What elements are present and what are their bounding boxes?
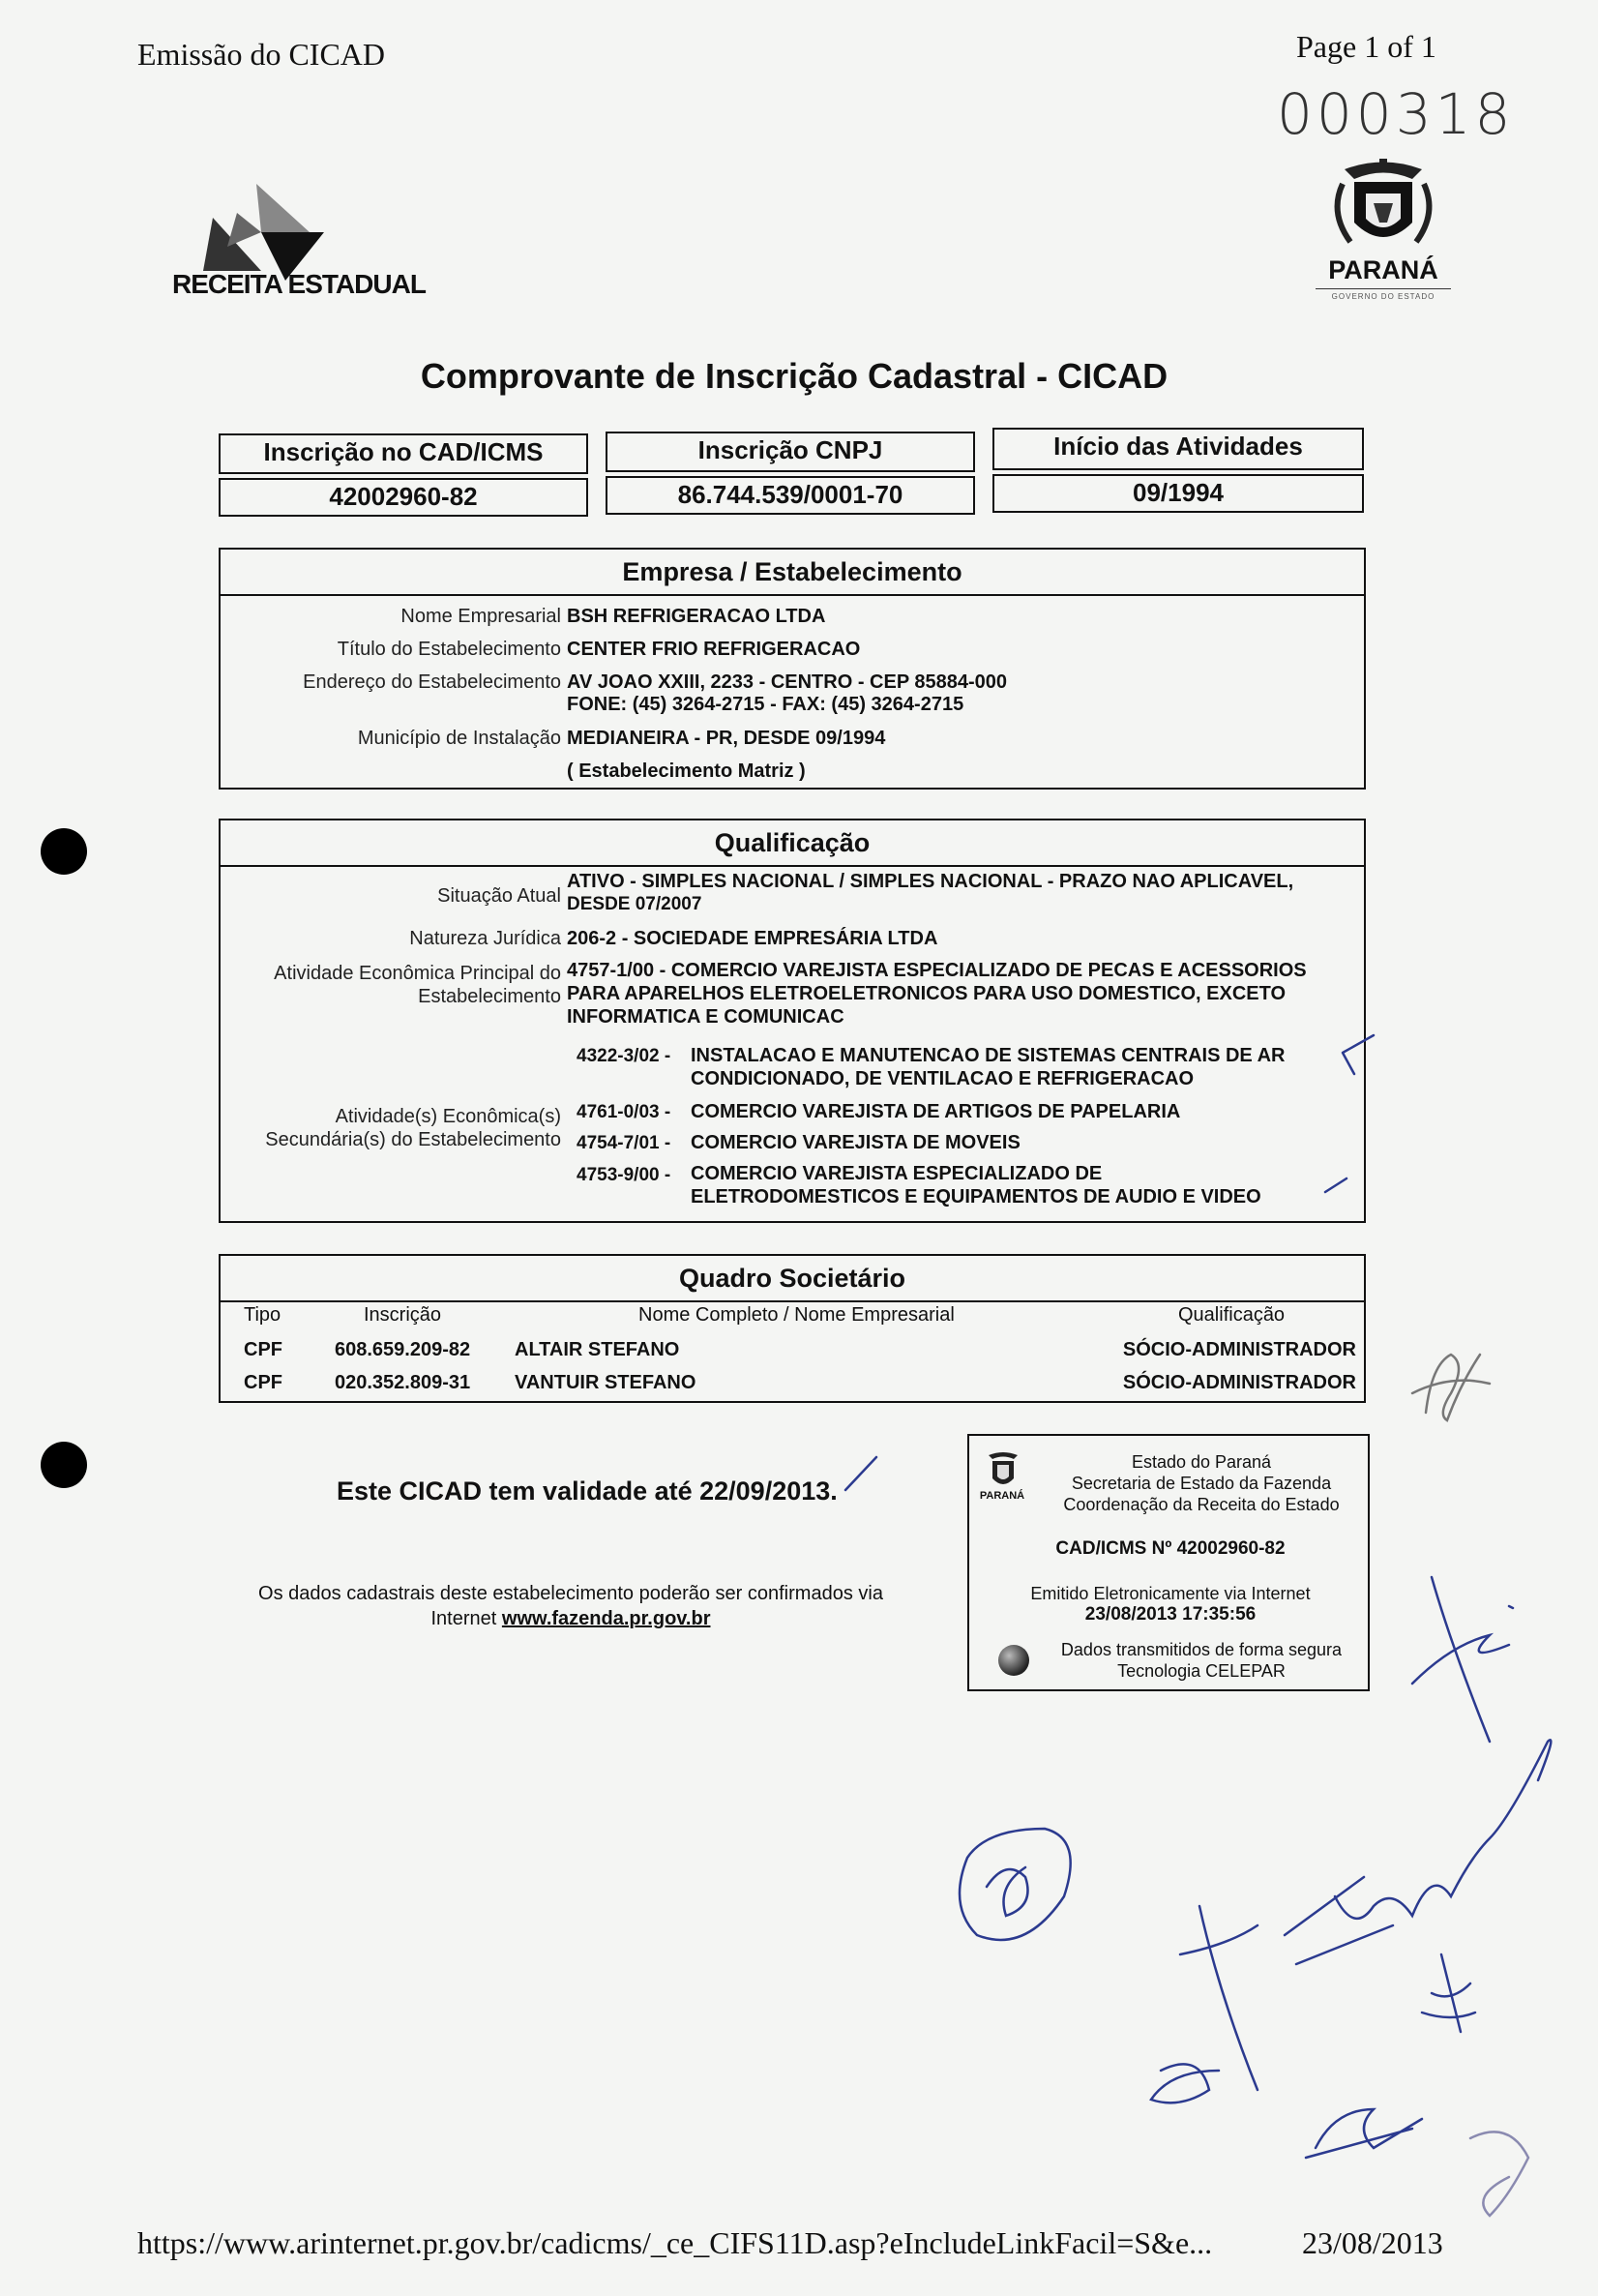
parana-badge-name: PARANÁ [979,1490,1025,1502]
emissao-datetime: 23/08/2013 17:35:56 [1084,1604,1257,1625]
municipio-label: Município de Instalação [357,728,561,749]
empresa-section-title: Empresa / Estabelecimento [221,550,1364,596]
fazenda-link[interactable]: www.fazenda.pr.gov.br [501,1608,711,1629]
secundaria-desc-line2: CONDICIONADO, DE VENTILACAO E REFRIGERACAO [691,1068,1195,1089]
row-tipo: CPF [244,1372,282,1393]
secundaria-code: 4761-0/03 - [577,1102,671,1122]
validade-text: Este CICAD tem validade até 22/09/2013. [337,1476,838,1506]
emissao-cad: CAD/ICMS Nº 42002960-82 [1055,1538,1286,1559]
row-inscricao: 020.352.809-31 [335,1372,471,1393]
row-qualificacao: SÓCIO-ADMINISTRADOR [1122,1339,1356,1360]
page-title: Comprovante de Inscrição Cadastral - CICAD [420,356,1169,396]
atividade-secundaria-label1: Atividade(s) Econômica(s) [335,1106,561,1127]
row-qualificacao: SÓCIO-ADMINISTRADOR [1122,1372,1356,1393]
print-footer-date: 23/08/2013 [1302,2225,1443,2260]
print-header-title: Emissão do CICAD [137,37,385,72]
col-qualificacao-header: Qualificação [1178,1304,1286,1326]
situacao-line2: DESDE 07/2007 [567,894,702,914]
quadro-section-title: Quadro Societário [221,1256,1364,1302]
secundaria-code: 4322-3/02 - [577,1046,671,1066]
atividade-principal-line3: INFORMATICA E COMUNICAC [567,1006,844,1028]
receita-estadual-text: RECEITA ESTADUAL [172,269,426,299]
atividade-secundaria-label2: Secundária(s) do Estabelecimento [265,1129,561,1150]
natureza-label: Natureza Jurídica [409,928,561,949]
stamp-number: 000318 [1277,81,1515,147]
emissao-emitido: Emitido Eletronicamente via Internet [1030,1584,1311,1603]
secundaria-desc-line1: COMERCIO VAREJISTA ESPECIALIZADO DE [691,1163,1103,1184]
print-footer-url: https://www.arinternet.pr.gov.br/cadicms/_ce_CIFS11D.asp?eIncludeLinkFacil=S&e... [137,2225,1213,2260]
row-inscricao: 608.659.209-82 [335,1339,471,1360]
situacao-line1: ATIVO - SIMPLES NACIONAL / SIMPLES NACIONAL - PRAZO NAO APLICAVEL, [567,871,1294,892]
emissao-seguro2: Tecnologia CELEPAR [1117,1661,1286,1681]
secundaria-desc-line1: COMERCIO VAREJISTA DE MOVEIS [691,1132,1021,1153]
inicio-atividades-label: Início das Atividades [992,428,1364,470]
row-nome: ALTAIR STEFANO [515,1339,680,1360]
nome-empresarial-value: BSH REFRIGERACAO LTDA [567,606,826,627]
situacao-label: Situação Atual [437,885,561,907]
col-inscricao-header: Inscrição [364,1304,442,1326]
emissao-estado: Estado do Paraná [1131,1452,1272,1472]
natureza-value: 206-2 - SOCIEDADE EMPRESÁRIA LTDA [567,928,938,949]
atividade-principal-line1: 4757-1/00 - COMERCIO VAREJISTA ESPECIALIZADO DE PECAS E ACESSORIOS [567,960,1307,981]
endereco-label: Endereço do Estabelecimento [303,671,561,693]
cnpj-label: Inscrição CNPJ [606,432,975,472]
parana-logo-sub: GOVERNO DO ESTADO [1331,292,1435,301]
atividade-principal-line2: PARA APARELHOS ELETROELETRONICOS PARA USO DOMESTICO, EXCETO [567,983,1287,1004]
endereco-line2: FONE: (45) 3264-2715 - FAX: (45) 3264-2715 [567,694,964,715]
parana-logo-name: PARANÁ [1328,255,1438,284]
cnpj-value: 86.744.539/0001-70 [606,476,975,515]
row-nome: VANTUIR STEFANO [515,1372,696,1393]
secundaria-desc-line1: INSTALACAO E MANUTENCAO DE SISTEMAS CENTRAIS DE AR [691,1045,1286,1066]
atividade-principal-label2: Estabelecimento [418,986,561,1007]
estabelecimento-matriz: ( Estabelecimento Matriz ) [567,760,806,782]
print-header-page: Page 1 of 1 [1296,29,1436,64]
nota-body: Os dados cadastrais deste estabelecimento poderão ser confirmados via Internet [258,1583,883,1629]
titulo-estabelecimento-label: Título do Estabelecimento [337,639,561,660]
endereco-line1: AV JOAO XXIII, 2233 - CENTRO - CEP 85884-000 [567,671,1007,693]
row-tipo: CPF [244,1339,282,1360]
cad-icms-value: 42002960-82 [219,478,588,517]
emissao-seguro1: Dados transmitidos de forma segura [1060,1640,1343,1659]
cad-icms-label: Inscrição no CAD/ICMS [219,433,588,474]
municipio-value: MEDIANEIRA - PR, DESDE 09/1994 [567,728,886,749]
secundaria-code: 4754-7/01 - [577,1133,671,1153]
emissao-secretaria: Secretaria de Estado da Fazenda [1071,1474,1332,1493]
secundaria-desc-line2: ELETRODOMESTICOS E EQUIPAMENTOS DE AUDIO E VIDEO [691,1186,1261,1208]
col-nome-header: Nome Completo / Nome Empresarial [638,1304,955,1326]
atividade-principal-label1: Atividade Econômica Principal do [274,963,561,984]
col-tipo-header: Tipo [244,1304,281,1326]
nome-empresarial-label: Nome Empresarial [400,606,561,627]
secundaria-code: 4753-9/00 - [577,1165,671,1185]
qualificacao-section-title: Qualificação [221,820,1364,867]
secundaria-desc-line1: COMERCIO VAREJISTA DE ARTIGOS DE PAPELARIA [691,1101,1181,1122]
emissao-coordenacao: Coordenação da Receita do Estado [1063,1495,1340,1514]
inicio-atividades-value: 09/1994 [992,474,1364,513]
titulo-estabelecimento-value: CENTER FRIO REFRIGERACAO [567,639,861,660]
